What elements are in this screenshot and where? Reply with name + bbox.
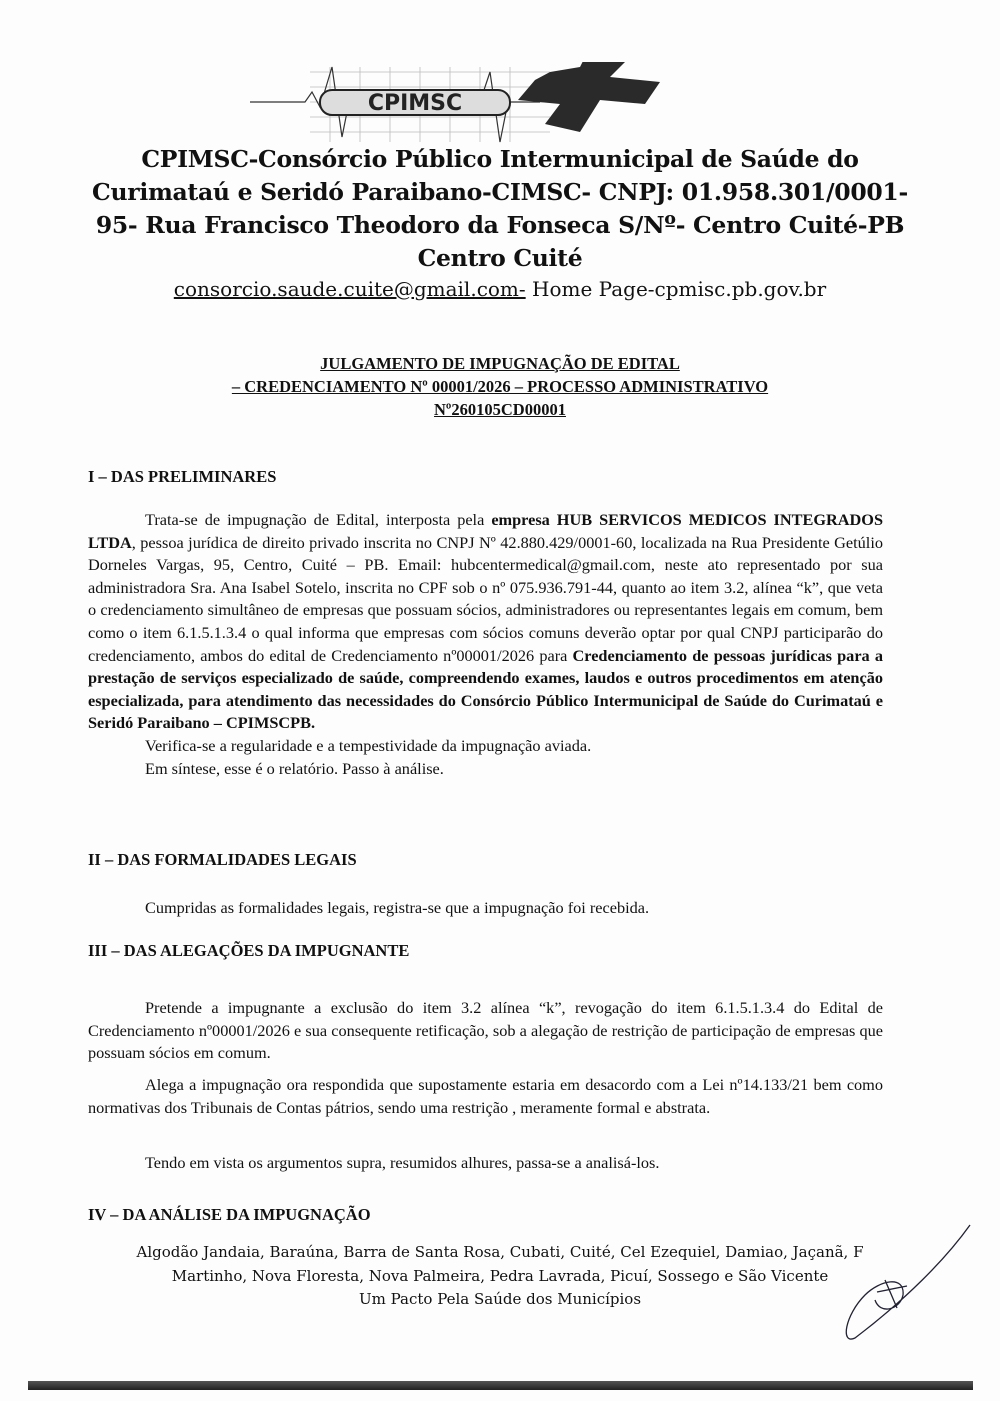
homepage-text: Home Page-cpmisc.pb.gov.br (525, 277, 827, 301)
paragraph: Cumpridas as formalidades legais, registra-se que a impugnação foi recebida. (145, 898, 650, 917)
section-1-body (88, 509, 883, 780)
email-link[interactable]: consorcio.saude.cuite@gmail.com- (173, 277, 526, 301)
text: Trata-se de impugnação de Edital, interposta pela (145, 510, 492, 529)
header-line: Centro Cuité (417, 244, 583, 272)
paragraph: Verifica-se a regularidade e a tempestividade da impugnação aviada. (145, 735, 592, 755)
header-line: Curimataú e Seridó Paraibano-CIMSC- CNPJ: 01.958.301/0001- (92, 178, 908, 206)
header-line: CPIMSC-Consórcio Público Intermunicipal de Saúde do (141, 145, 859, 173)
organization-header (60, 143, 940, 275)
paragraph: Alega a impugnação ora respondida que supostamente estaria em desacordo com a Lei nº14.133/21 bem como normativas dos Tribunais de Contas pátrios, sendo uma restrição , meramente formal e abstrata. (88, 1075, 883, 1117)
header-line: 95- Rua Francisco Theodoro da Fonseca S/Nº- Centro Cuité-PB (95, 211, 905, 239)
footer-line: Martinho, Nova Floresta, Nova Palmeira, Pedra Lavrada, Picuí, Sossego e São Vicente (171, 1266, 829, 1285)
section-heading: I – DAS PRELIMINARES (88, 467, 277, 486)
signature-initials (835, 1220, 975, 1345)
footer-line: Algodão Jandaia, Baraúna, Barra de Santa Rosa, Cubati, Cuité, Cel Ezequiel, Damiao, Jaçanã, F (136, 1243, 864, 1261)
footer (60, 1241, 940, 1312)
paragraph: Pretende a impugnante a exclusão do item 3.2 alínea “k”, revogação do item 6.1.5.1.3.4 do Edital de Credenciamento nº00001/2026 e sua consequente retificação, sob a alegação de restrição de participação de empresas que possuam sócios em comum. (88, 998, 883, 1063)
title-line: – CREDENCIAMENTO Nº 00001/2026 – PROCESSO ADMINISTRATIVO (231, 377, 769, 396)
svg-text:CPIMSC: CPIMSC (367, 91, 463, 116)
paragraph: Em síntese, esse é o relatório. Passo à análise. (145, 758, 444, 778)
object-description: Credenciamento de pessoas jurídicas para a prestação de serviços especializado de saúde, compreendendo exames, laudos e outros procedimentos em atenção especializada, para atendimento das necessidades do Consórcio Público Intermunicipal de Saúde do Curimataú e Seridó Paraibano – CPIMSCPB. (88, 645, 883, 733)
scan-edge-bar (28, 1381, 973, 1390)
paragraph (88, 509, 883, 735)
paragraph: Tendo em vista os argumentos supra, resumidos alhures, passa-se a analisá-los. (145, 1153, 660, 1172)
title-line: Nº260105CD00001 (434, 400, 566, 419)
text: , pessoa jurídica de direito privado inscrita no CNPJ Nº 42.880.429/0001-60, localizada na Rua Presidente Getúlio Dorneles Vargas, 95, Centro, Cuité – PB. Email: hubcentermedical@gmail.com, neste ato representado por sua administradora Sra. Ana Isabel Sotelo, inscrita no CPF sob o nº 075.936.791-44, quanto ao item 3.2, alínea “k”, que veta o credenciamento simultâneo de empresas que possuam sócios, administradores ou representantes legais em comum, bem como o item 6.1.5.1.3.4 o qual informa que empresas com sócios comuns deverão optar por qual CNPJ participarão do credenciamento, ambos do edital de Credenciamento nº00001/2026 para (88, 532, 883, 665)
contact-line (60, 277, 940, 301)
section-heading: III – DAS ALEGAÇÕES DA IMPUGNANTE (88, 941, 410, 960)
cpimsc-logo (250, 62, 670, 147)
title-line: JULGAMENTO DE IMPUGNAÇÃO DE EDITAL (320, 354, 680, 373)
company-name: empresa HUB SERVICOS MEDICOS INTEGRADOS LTDA (88, 510, 883, 552)
footer-line: Um Pacto Pela Saúde dos Municípios (358, 1290, 642, 1308)
section-heading: II – DAS FORMALIDADES LEGAIS (88, 850, 357, 869)
section-heading: IV – DA ANÁLISE DA IMPUGNAÇÃO (88, 1205, 371, 1224)
document-title (100, 352, 900, 421)
